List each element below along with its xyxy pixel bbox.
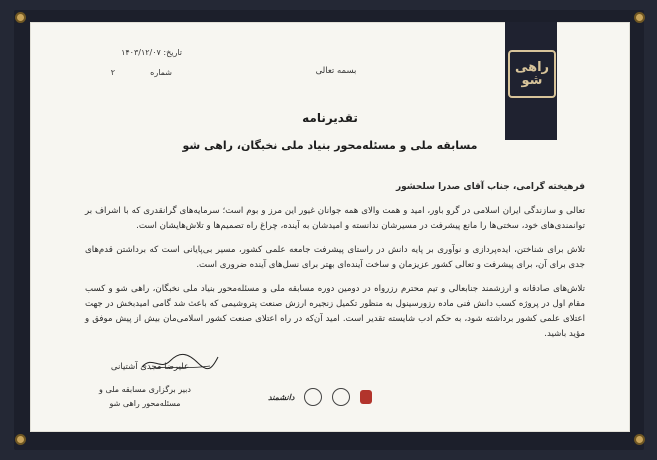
rahi-sho-logo	[508, 50, 556, 98]
number-label: شماره	[150, 68, 172, 77]
signer-name: علیرضا مجدی آشتیانی	[110, 362, 190, 372]
tack-bottom-right	[636, 436, 643, 443]
date-value: ۱۴۰۳/۱۲/۰۷	[121, 48, 161, 57]
daneshmand-logo: دانشمند	[268, 392, 295, 402]
tack-top-right	[636, 14, 643, 21]
signer-title-line-2: مسئله‌محور راهی شو	[109, 399, 181, 408]
date-label: تاریخ:	[163, 48, 182, 57]
signer-title-line-1: دبیر برگزاری مسابقه ملی و	[99, 385, 191, 394]
signer-title	[80, 383, 210, 411]
paragraph-1: تعالی و سازندگی ایران اسلامی در گرو باور، امید و همت والای همه جوانان غیور این مرز و بوم است؛ سرمایه‌های گرانقدری که با اشراف بر توانمندی‌های خود، سختی‌ها را مانع پیشرفت در مسیرشان ندانسته و امیدشان به آینده، چراغ راه تصمیم‌ها و تلاش‌هایشان است.	[85, 206, 585, 231]
greeting: فرهیخته گرامی، جناب آقای صدرا سلحشور	[395, 182, 585, 192]
date-row	[92, 48, 182, 57]
red-emblem-icon	[360, 390, 372, 404]
tack-bottom-left	[17, 436, 24, 443]
paragraph-3: تلاش‌های صادقانه و ارزشمند جنابعالی و تیم محترم رزرواه در دومین دوره مسابقه ملی و مسئله‌محور بنیاد ملی نخبگان، راهی شو و کسب مقام اول در پروژه کسب دانش فنی ماده رزورسینول به منظور تکمیل زنجیره ارزش صنعت پتروشیمی که باعث شد گامی امیدبخش در جهت اعتلای علمی کشور برداشته شود، به حکم ادب شایسته تقدیر است. امید آن‌که در راه اعتلای صنعت کشور اسلامی‌مان بیش از پیش موفق و مؤید باشید.	[85, 284, 585, 339]
basmala: بسمه تعالی	[315, 66, 357, 76]
paragraph-2: تلاش برای شناختن، ایده‌پردازی و نوآوری بر پایه دانش در راستای پیشرفت جامعه علمی کشور، مسیر بی‌پایانی است که برداشتن قدم‌های جدی برای آن، برای پیشرفت و تعالی کشور عزیزمان و ساخت آینده‌ای بهتر برای نسل‌های آینده ضروری است.	[85, 245, 585, 270]
foundation-emblem-icon	[304, 388, 322, 406]
number-row	[92, 68, 172, 77]
elites-foundation-icon	[332, 388, 350, 406]
logo-line-2: شو	[521, 73, 543, 88]
logo-line-1: راهی	[514, 60, 550, 75]
page-subtitle: مسابقه ملی و مسئله‌محور بنیاد ملی نخبگان، راهی شو	[182, 139, 478, 152]
tack-top-left	[17, 14, 24, 21]
footer-logos	[268, 384, 372, 410]
page-title: تقدیرنامه	[302, 111, 358, 125]
number-value: ۲	[110, 68, 116, 77]
